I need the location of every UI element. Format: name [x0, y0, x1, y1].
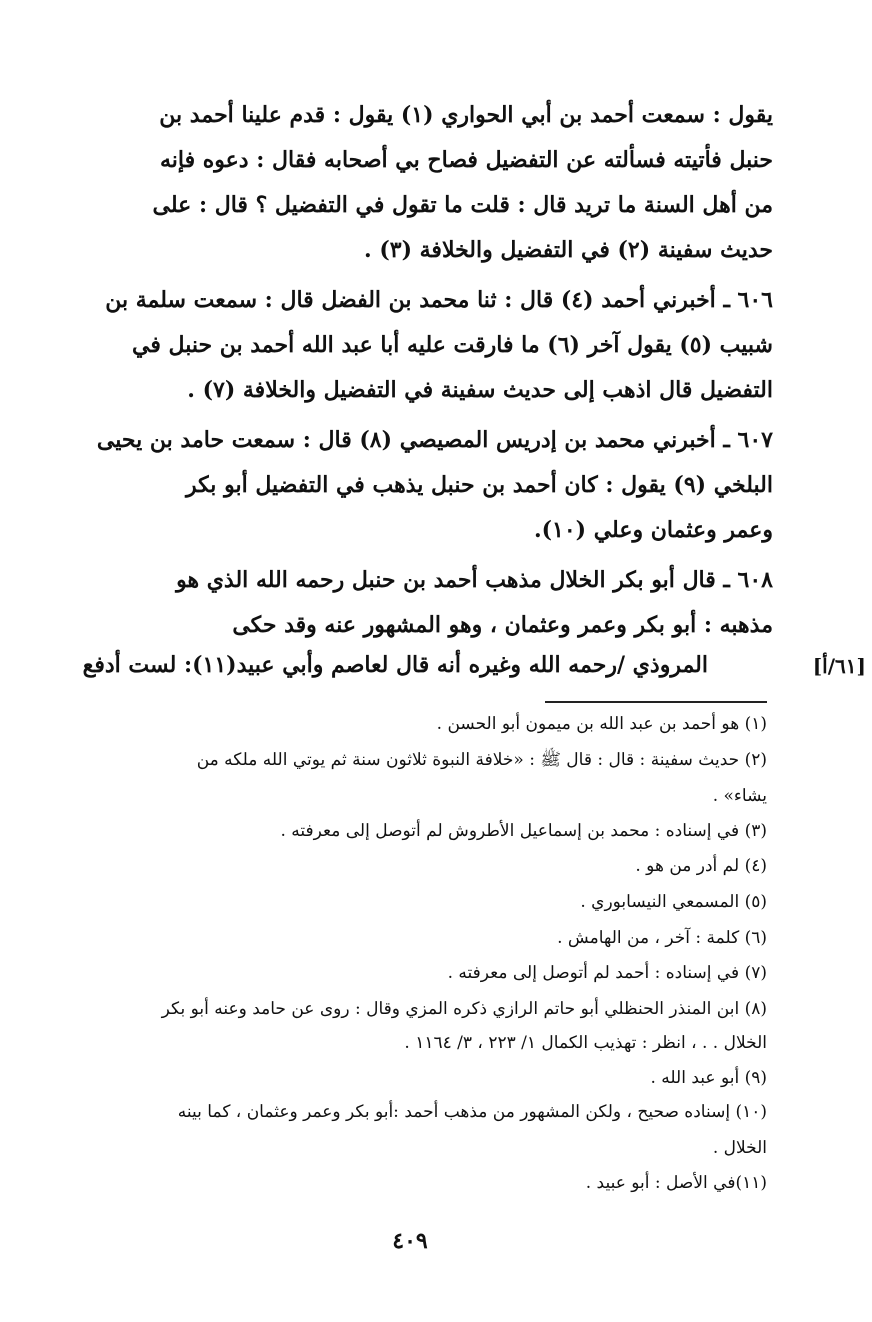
- footnote-6: (٦) كلمة : آخر ، من الهامش .: [557, 928, 767, 948]
- footnote-7: (٧) في إسناده : أحمد لم أتوصل إلى معرفته .: [447, 963, 767, 983]
- entry-607-line-1: ٦٠٧ ـ أخبرني محمد بن إدريس المصيصي (٨) قال : سمعت حامد بن يحيى: [96, 427, 773, 453]
- footnote-5: (٥) المسمعي النيسابوري .: [580, 892, 767, 912]
- body-line-2: حنبل فأتيته فسألته عن التفضيل فصاح بي أصحابه فقال : دعوه فإنه: [159, 147, 773, 173]
- footnote-8: (٨) ابن المنذر الحنظلي أبو حاتم الرازي ذكره المزي وقال : روى عن حامد وعنه أبو بكر: [161, 999, 767, 1019]
- footnote-2: (٢) حديث سفينة : قال : قال ﷺ : «خلافة النبوة ثلاثون سنة ثم يوتي الله ملكه من: [196, 750, 767, 770]
- body-line-4: حديث سفينة (٢) في التفضيل والخلافة (٣) .: [364, 237, 773, 263]
- entry-606-line-1: ٦٠٦ ـ أخبرني أحمد (٤) قال : ثنا محمد بن الفضل قال : سمعت سلمة بن: [105, 287, 773, 313]
- entry-608-line-2: مذهبه : أبو بكر وعمر وعثمان ، وهو المشهور عنه وقد حكى: [232, 612, 773, 638]
- footnote-10-cont: الخلال .: [712, 1138, 767, 1158]
- footnote-11: (١١)في الأصل : أبو عبيد .: [585, 1173, 767, 1193]
- footnote-1: (١) هو أحمد بن عبد الله بن ميمون أبو الحسن .: [436, 714, 767, 734]
- footnote-3: (٣) في إسناده : محمد بن إسماعيل الأطروش لم أتوصل إلى معرفته .: [280, 821, 767, 841]
- entry-608-line-3: المروذي /رحمه الله وغيره أنه قال لعاصم وأبي عبيد(١١): لست أدفع: [82, 652, 708, 678]
- footnote-9: (٩) أبو عبد الله .: [650, 1068, 767, 1088]
- footnote-10: (١٠) إسناده صحيح ، ولكن المشهور من مذهب أحمد :أبو بكر وعمر وعثمان ، كما بينه: [177, 1102, 767, 1122]
- footnote-2-cont: يشاء» .: [712, 786, 767, 806]
- entry-607-line-3: وعمر وعثمان وعلي (١٠).: [533, 517, 773, 543]
- body-line-3: من أهل السنة ما تريد قال : قلت ما تقول في التفضيل ؟ قال : على: [152, 192, 773, 218]
- entry-607-line-2: البلخي (٩) يقول : كان أحمد بن حنبل يذهب في التفضيل أبو بكر: [186, 472, 773, 498]
- footnote-8-cont: الخلال . . ، انظر : تهذيب الكمال ١/ ٢٢٣ ، ٣/ ١١٦٤ .: [404, 1033, 767, 1053]
- footnote-4: (٤) لم أدر من هو .: [635, 856, 767, 876]
- manuscript-folio-marker: [٦١/أ]: [812, 654, 866, 678]
- footnote-separator: [545, 701, 767, 703]
- page-number: ٤٠٩: [392, 1228, 428, 1254]
- body-line-1: يقول : سمعت أحمد بن أبي الحواري (١) يقول : قدم علينا أحمد بن: [159, 102, 773, 128]
- entry-608-line-1: ٦٠٨ ـ قال أبو بكر الخلال مذهب أحمد بن حنبل رحمه الله الذي هو: [176, 567, 773, 593]
- entry-606-line-3: التفضيل قال اذهب إلى حديث سفينة في التفضيل والخلافة (٧) .: [187, 377, 773, 403]
- entry-606-line-2: شبيب (٥) يقول آخر (٦) ما فارقت عليه أبا عبد الله أحمد بن حنبل في: [132, 332, 773, 358]
